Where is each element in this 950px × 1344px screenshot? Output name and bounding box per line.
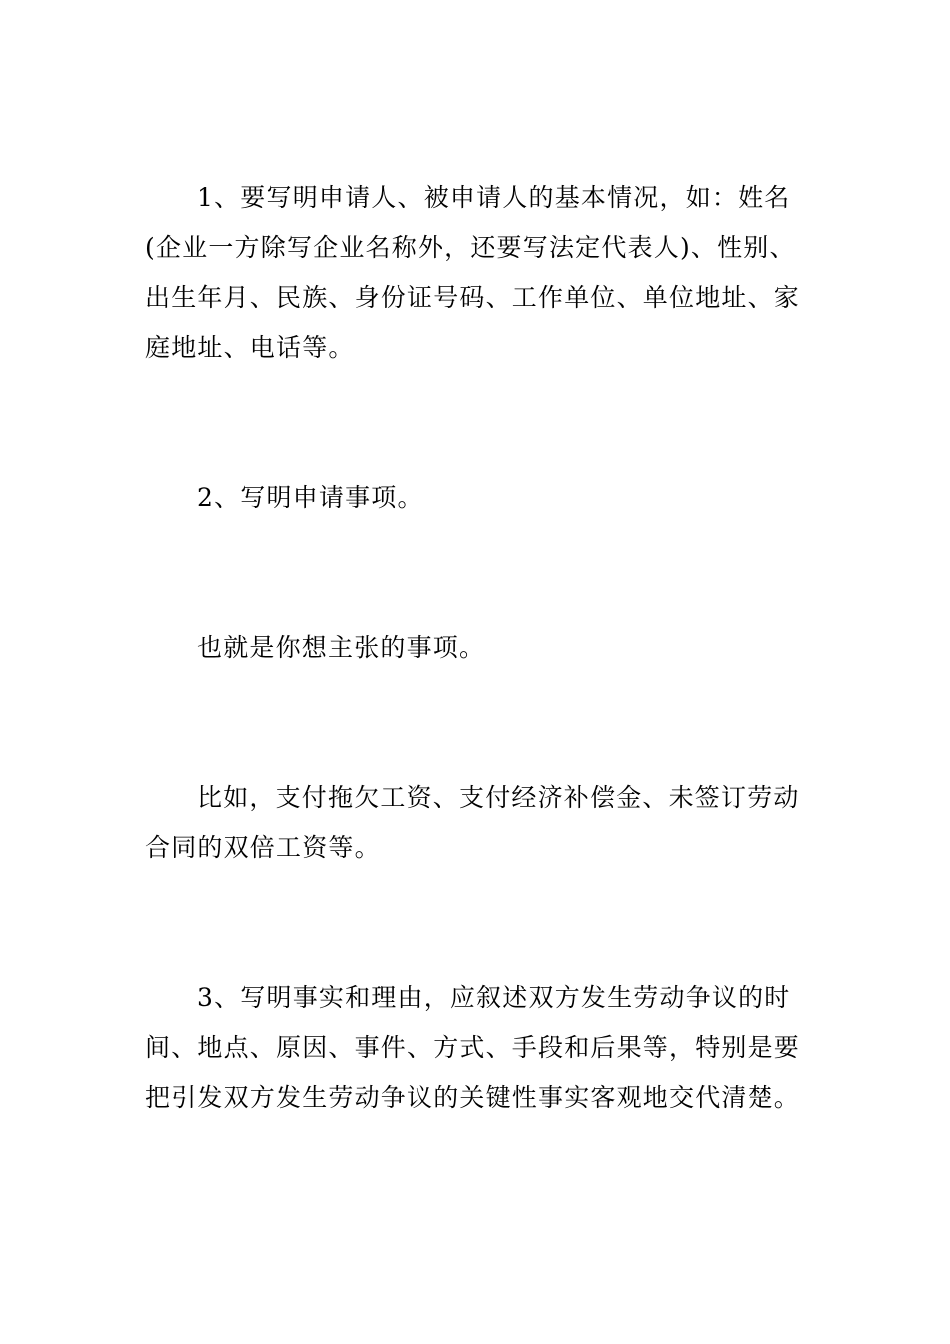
paragraph-claims-examples: 比如，支付拖欠工资、支付经济补偿金、未签订劳动合同的双倍工资等。 (145, 783, 800, 862)
paragraph-facts-and-reasons: 3、写明事实和理由，应叙述双方发生劳动争议的时间、地点、原因、事件、方式、手段和后果等，特别是要把引发双方发生劳动争议的关键性事实客观地交代清楚。 (145, 983, 801, 1112)
paragraph-claims-explanation: 也就是你想主张的事项。 (197, 633, 486, 662)
paragraph-application-items: 2、写明申请事项。 (197, 483, 424, 512)
paragraph-basic-info: 1、要写明申请人、被申请人的基本情况，如：姓名(企业一方除写企业名称外，还要写法定代表人)、性别、出生年月、民族、身份证号码、工作单位、单位地址、家庭地址、电话等。 (145, 183, 801, 362)
